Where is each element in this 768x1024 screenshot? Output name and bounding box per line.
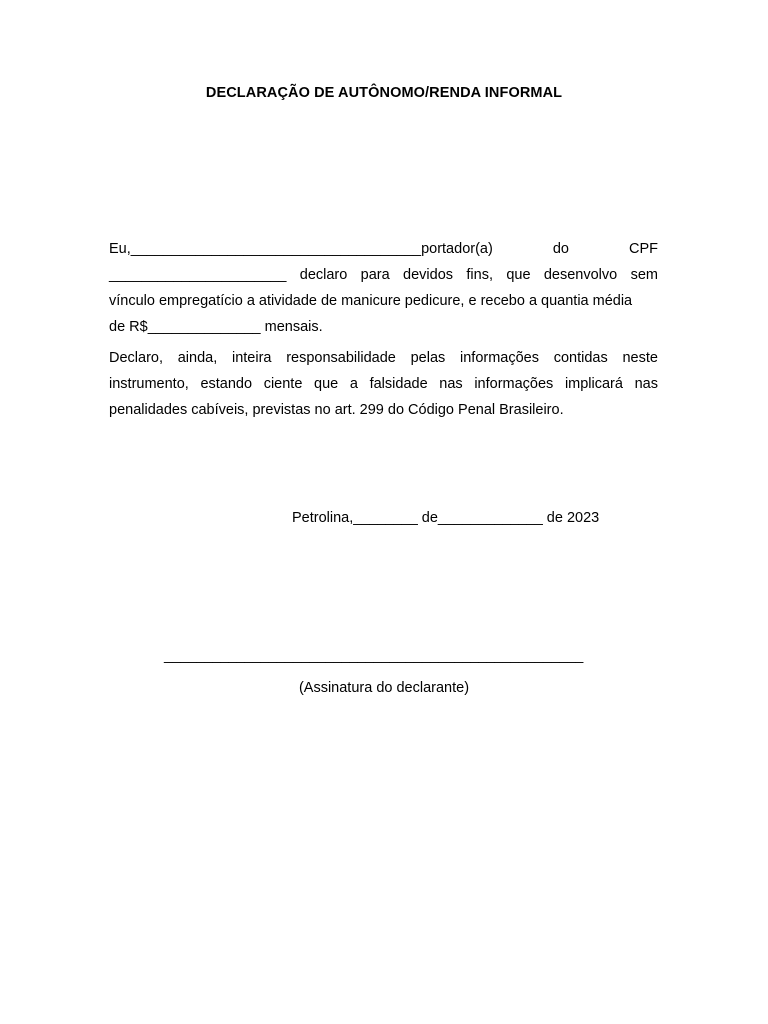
word: implicará [564, 376, 623, 392]
paragraph2-line2 [109, 371, 658, 397]
signature-label: (Assinatura do declarante) [298, 680, 470, 696]
word: responsabilidade [286, 350, 396, 366]
word: contidas [553, 350, 608, 366]
word: do [552, 241, 569, 257]
word: que [314, 376, 339, 392]
word: devidos [403, 267, 454, 283]
word: declaro [299, 267, 348, 283]
word: informações [460, 350, 539, 366]
word: instrumento, [109, 376, 189, 392]
place-date-line: Petrolina,________ de_____________ de 2023 [292, 510, 600, 526]
signature-line: ____________________________________________________ [164, 648, 584, 664]
responsibility-paragraph [109, 345, 658, 423]
word: desenvolvo [543, 267, 618, 283]
paragraph1-line3: vínculo empregatício a atividade de manicure pedicure, e recebo a quantia média [109, 293, 633, 309]
word: falsidade [369, 376, 428, 392]
word: a [349, 376, 358, 392]
word: sem [630, 267, 658, 283]
name-blank-text: Eu,____________________________________portador(a) [109, 241, 493, 257]
paragraph1-line4: de R$______________ mensais. [109, 319, 323, 335]
word: nas [439, 376, 463, 392]
word: ciente [263, 376, 303, 392]
word: Declaro, [109, 350, 163, 366]
paragraph1-line2 [109, 262, 658, 288]
cpf-blank: ______________________ [109, 267, 287, 283]
word: ainda, [177, 350, 218, 366]
word: fins, [466, 267, 493, 283]
declaration-paragraph [109, 236, 658, 340]
word: estando [200, 376, 253, 392]
word: nas [634, 376, 658, 392]
word: inteira [231, 350, 272, 366]
paragraph2-line1 [109, 345, 658, 371]
word: informações [474, 376, 554, 392]
word: para [360, 267, 390, 283]
paragraph2-line3: penalidades cabíveis, previstas no art. 299 do Código Penal Brasileiro. [109, 402, 564, 418]
word: CPF [628, 241, 658, 257]
paragraph1-line1 [109, 236, 658, 262]
word: que [506, 267, 531, 283]
word: pelas [410, 350, 446, 366]
document-title: DECLARAÇÃO DE AUTÔNOMO/RENDA INFORMAL [205, 85, 563, 101]
word: neste [622, 350, 658, 366]
